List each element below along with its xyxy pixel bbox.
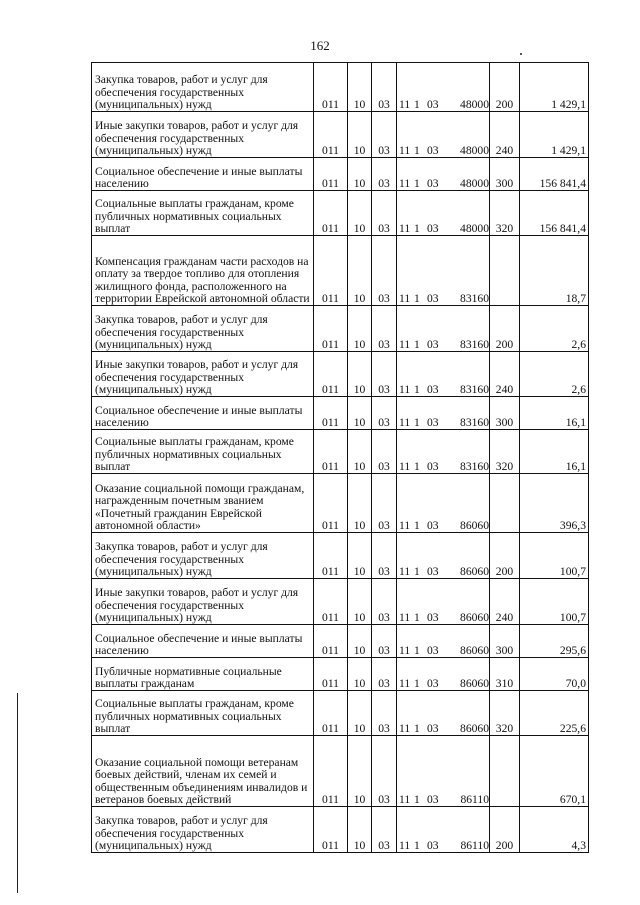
direction-code: 86060 bbox=[460, 564, 489, 578]
margin-pen-line bbox=[17, 693, 18, 893]
amount-cell: 18,7 bbox=[520, 236, 589, 306]
amount-cell: 1 429,1 bbox=[520, 112, 589, 158]
target-article-cell bbox=[397, 191, 490, 236]
event-code: 03 bbox=[427, 643, 439, 657]
subsection-code-cell: 03 bbox=[372, 430, 397, 474]
program-code: 11 bbox=[399, 97, 411, 111]
row-name-cell: Закупка товаров, работ и услуг для обеспечения государственных (муниципальных) нужд bbox=[92, 63, 314, 112]
direction-code: 86060 bbox=[460, 676, 489, 690]
expense-type-cell: 300 bbox=[490, 397, 520, 430]
subsection-code-cell: 03 bbox=[372, 474, 397, 533]
ministry-code-cell: 011 bbox=[314, 191, 348, 236]
subsection-code-cell: 03 bbox=[372, 352, 397, 397]
program-code: 11 bbox=[399, 643, 411, 657]
table-row bbox=[92, 658, 589, 691]
program-code: 11 bbox=[399, 459, 411, 473]
row-name-cell: Иные закупки товаров, работ и услуг для обеспечения государственных (муниципальных) нужд bbox=[92, 579, 314, 625]
subsection-code-cell: 03 bbox=[372, 658, 397, 691]
row-name-cell: Закупка товаров, работ и услуг для обеспечения государственных (муниципальных) нужд bbox=[92, 533, 314, 579]
program-code: 11 bbox=[399, 143, 411, 157]
expense-type-cell: 320 bbox=[490, 191, 520, 236]
ministry-code-cell: 011 bbox=[314, 625, 348, 658]
event-code: 03 bbox=[427, 221, 439, 235]
direction-code: 86060 bbox=[460, 610, 489, 624]
table-row bbox=[92, 736, 589, 807]
page-number: 162 bbox=[310, 38, 330, 53]
direction-code: 86060 bbox=[460, 643, 489, 657]
row-name-cell: Социальное обеспечение и иные выплаты населению bbox=[92, 397, 314, 430]
amount-cell: 4,3 bbox=[520, 807, 589, 853]
event-code: 03 bbox=[427, 97, 439, 111]
expense-type-cell: 300 bbox=[490, 158, 520, 191]
subprogram-code: 1 bbox=[414, 643, 420, 657]
ministry-code-cell: 011 bbox=[314, 306, 348, 352]
section-code-cell: 10 bbox=[348, 63, 372, 112]
event-code: 03 bbox=[427, 792, 439, 806]
subsection-code-cell: 03 bbox=[372, 63, 397, 112]
target-article-cell bbox=[397, 63, 490, 112]
table-row bbox=[92, 63, 589, 112]
target-article-cell bbox=[397, 533, 490, 579]
target-article-cell bbox=[397, 236, 490, 306]
ministry-code-cell: 011 bbox=[314, 397, 348, 430]
ministry-code-cell: 011 bbox=[314, 236, 348, 306]
expense-type-cell: 200 bbox=[490, 63, 520, 112]
expense-type-cell: 200 bbox=[490, 533, 520, 579]
subsection-code-cell: 03 bbox=[372, 236, 397, 306]
subsection-code-cell: 03 bbox=[372, 306, 397, 352]
amount-cell: 100,7 bbox=[520, 579, 589, 625]
direction-code: 83160 bbox=[460, 382, 489, 396]
expense-type-cell: 200 bbox=[490, 807, 520, 853]
direction-code: 86110 bbox=[460, 838, 489, 852]
subprogram-code: 1 bbox=[414, 610, 420, 624]
target-article-cell bbox=[397, 691, 490, 736]
subprogram-code: 1 bbox=[414, 518, 420, 532]
direction-code: 83160 bbox=[460, 415, 489, 429]
row-name-cell: Оказание социальной помощи гражданам, награжденным почетным званием «Почетный гражданин Еврейской автономной области» bbox=[92, 474, 314, 533]
table-row bbox=[92, 112, 589, 158]
direction-code: 83160 bbox=[460, 459, 489, 473]
event-code: 03 bbox=[427, 564, 439, 578]
table-row bbox=[92, 158, 589, 191]
expense-type-cell: 240 bbox=[490, 352, 520, 397]
subprogram-code: 1 bbox=[414, 221, 420, 235]
subsection-code-cell: 03 bbox=[372, 625, 397, 658]
subprogram-code: 1 bbox=[414, 337, 420, 351]
target-article-cell bbox=[397, 397, 490, 430]
direction-code: 48000 bbox=[460, 143, 489, 157]
table-row bbox=[92, 306, 589, 352]
expense-type-cell: 320 bbox=[490, 430, 520, 474]
subprogram-code: 1 bbox=[414, 838, 420, 852]
expense-type-cell: 310 bbox=[490, 658, 520, 691]
program-code: 11 bbox=[399, 792, 411, 806]
ministry-code-cell: 011 bbox=[314, 430, 348, 474]
event-code: 03 bbox=[427, 459, 439, 473]
direction-code: 86060 bbox=[460, 518, 489, 532]
program-code: 11 bbox=[399, 415, 411, 429]
row-name-cell: Социальные выплаты гражданам, кроме публичных нормативных социальных выплат bbox=[92, 191, 314, 236]
section-code-cell: 10 bbox=[348, 691, 372, 736]
event-code: 03 bbox=[427, 337, 439, 351]
ministry-code-cell: 011 bbox=[314, 352, 348, 397]
section-code-cell: 10 bbox=[348, 658, 372, 691]
event-code: 03 bbox=[427, 518, 439, 532]
expense-type-cell bbox=[490, 474, 520, 533]
event-code: 03 bbox=[427, 676, 439, 690]
event-code: 03 bbox=[427, 415, 439, 429]
program-code: 11 bbox=[399, 291, 411, 305]
subprogram-code: 1 bbox=[414, 459, 420, 473]
section-code-cell: 10 bbox=[348, 474, 372, 533]
program-code: 11 bbox=[399, 721, 411, 735]
subsection-code-cell: 03 bbox=[372, 191, 397, 236]
ministry-code-cell: 011 bbox=[314, 474, 348, 533]
expense-type-cell bbox=[490, 736, 520, 807]
amount-cell: 2,6 bbox=[520, 352, 589, 397]
target-article-cell bbox=[397, 352, 490, 397]
amount-cell: 70,0 bbox=[520, 658, 589, 691]
program-code: 11 bbox=[399, 176, 411, 190]
amount-cell: 670,1 bbox=[520, 736, 589, 807]
target-article-cell bbox=[397, 658, 490, 691]
expense-type-cell: 240 bbox=[490, 112, 520, 158]
event-code: 03 bbox=[427, 176, 439, 190]
row-name-cell: Оказание социальной помощи ветеранам боевых действий, членам их семей и общественным объединениям инвалидов и ветеранов боевых действий bbox=[92, 736, 314, 807]
program-code: 11 bbox=[399, 337, 411, 351]
table-row bbox=[92, 191, 589, 236]
section-code-cell: 10 bbox=[348, 579, 372, 625]
table-row bbox=[92, 579, 589, 625]
row-name-cell: Социальное обеспечение и иные выплаты населению bbox=[92, 158, 314, 191]
subprogram-code: 1 bbox=[414, 176, 420, 190]
ministry-code-cell: 011 bbox=[314, 112, 348, 158]
table-body bbox=[92, 63, 589, 853]
table-row bbox=[92, 691, 589, 736]
section-code-cell: 10 bbox=[348, 352, 372, 397]
target-article-cell bbox=[397, 474, 490, 533]
row-name-cell: Социальные выплаты гражданам, кроме публичных нормативных социальных выплат bbox=[92, 691, 314, 736]
section-code-cell: 10 bbox=[348, 397, 372, 430]
section-code-cell: 10 bbox=[348, 191, 372, 236]
ministry-code-cell: 011 bbox=[314, 691, 348, 736]
table-row bbox=[92, 352, 589, 397]
amount-cell: 225,6 bbox=[520, 691, 589, 736]
row-name-cell: Компенсация гражданам части расходов на оплату за твердое топливо для отопления жилищного фонда, расположенного на территории Еврейской автономной области bbox=[92, 236, 314, 306]
event-code: 03 bbox=[427, 291, 439, 305]
subprogram-code: 1 bbox=[414, 143, 420, 157]
scan-artifact-dot bbox=[520, 53, 522, 55]
expense-type-cell: 320 bbox=[490, 691, 520, 736]
event-code: 03 bbox=[427, 838, 439, 852]
direction-code: 48000 bbox=[460, 221, 489, 235]
subprogram-code: 1 bbox=[414, 415, 420, 429]
expense-type-cell bbox=[490, 236, 520, 306]
amount-cell: 16,1 bbox=[520, 430, 589, 474]
section-code-cell: 10 bbox=[348, 306, 372, 352]
ministry-code-cell: 011 bbox=[314, 579, 348, 625]
direction-code: 48000 bbox=[460, 176, 489, 190]
target-article-cell bbox=[397, 430, 490, 474]
direction-code: 48000 bbox=[460, 97, 489, 111]
program-code: 11 bbox=[399, 610, 411, 624]
event-code: 03 bbox=[427, 382, 439, 396]
row-name-cell: Иные закупки товаров, работ и услуг для обеспечения государственных (муниципальных) нужд bbox=[92, 352, 314, 397]
target-article-cell bbox=[397, 625, 490, 658]
ministry-code-cell: 011 bbox=[314, 736, 348, 807]
event-code: 03 bbox=[427, 721, 439, 735]
target-article-cell bbox=[397, 112, 490, 158]
subsection-code-cell: 03 bbox=[372, 397, 397, 430]
table-row bbox=[92, 430, 589, 474]
row-name-cell: Публичные нормативные социальные выплаты гражданам bbox=[92, 658, 314, 691]
program-code: 11 bbox=[399, 564, 411, 578]
subprogram-code: 1 bbox=[414, 291, 420, 305]
event-code: 03 bbox=[427, 610, 439, 624]
budget-table bbox=[91, 62, 589, 853]
ministry-code-cell: 011 bbox=[314, 63, 348, 112]
ministry-code-cell: 011 bbox=[314, 658, 348, 691]
table-row bbox=[92, 397, 589, 430]
amount-cell: 396,3 bbox=[520, 474, 589, 533]
ministry-code-cell: 011 bbox=[314, 807, 348, 853]
program-code: 11 bbox=[399, 838, 411, 852]
subprogram-code: 1 bbox=[414, 97, 420, 111]
row-name-cell: Социальное обеспечение и иные выплаты населению bbox=[92, 625, 314, 658]
amount-cell: 156 841,4 bbox=[520, 158, 589, 191]
program-code: 11 bbox=[399, 221, 411, 235]
direction-code: 86060 bbox=[460, 721, 489, 735]
section-code-cell: 10 bbox=[348, 736, 372, 807]
table-row bbox=[92, 236, 589, 306]
section-code-cell: 10 bbox=[348, 158, 372, 191]
table-row bbox=[92, 533, 589, 579]
target-article-cell bbox=[397, 579, 490, 625]
target-article-cell bbox=[397, 158, 490, 191]
section-code-cell: 10 bbox=[348, 807, 372, 853]
row-name-cell: Иные закупки товаров, работ и услуг для обеспечения государственных (муниципальных) нужд bbox=[92, 112, 314, 158]
section-code-cell: 10 bbox=[348, 430, 372, 474]
subprogram-code: 1 bbox=[414, 676, 420, 690]
row-name-cell: Социальные выплаты гражданам, кроме публичных нормативных социальных выплат bbox=[92, 430, 314, 474]
amount-cell: 2,6 bbox=[520, 306, 589, 352]
table-row bbox=[92, 807, 589, 853]
program-code: 11 bbox=[399, 676, 411, 690]
table-row bbox=[92, 625, 589, 658]
program-code: 11 bbox=[399, 382, 411, 396]
direction-code: 83160 bbox=[460, 337, 489, 351]
amount-cell: 295,6 bbox=[520, 625, 589, 658]
amount-cell: 1 429,1 bbox=[520, 63, 589, 112]
ministry-code-cell: 011 bbox=[314, 533, 348, 579]
section-code-cell: 10 bbox=[348, 236, 372, 306]
amount-cell: 16,1 bbox=[520, 397, 589, 430]
row-name-cell: Закупка товаров, работ и услуг для обеспечения государственных (муниципальных) нужд bbox=[92, 807, 314, 853]
subsection-code-cell: 03 bbox=[372, 158, 397, 191]
direction-code: 86110 bbox=[460, 792, 489, 806]
event-code: 03 bbox=[427, 143, 439, 157]
subsection-code-cell: 03 bbox=[372, 807, 397, 853]
target-article-cell bbox=[397, 306, 490, 352]
subsection-code-cell: 03 bbox=[372, 579, 397, 625]
ministry-code-cell: 011 bbox=[314, 158, 348, 191]
target-article-cell bbox=[397, 736, 490, 807]
program-code: 11 bbox=[399, 518, 411, 532]
amount-cell: 156 841,4 bbox=[520, 191, 589, 236]
direction-code: 83160 bbox=[460, 291, 489, 305]
expense-type-cell: 200 bbox=[490, 306, 520, 352]
table-row bbox=[92, 474, 589, 533]
subsection-code-cell: 03 bbox=[372, 112, 397, 158]
subsection-code-cell: 03 bbox=[372, 736, 397, 807]
subsection-code-cell: 03 bbox=[372, 533, 397, 579]
subprogram-code: 1 bbox=[414, 382, 420, 396]
section-code-cell: 10 bbox=[348, 625, 372, 658]
section-code-cell: 10 bbox=[348, 112, 372, 158]
expense-type-cell: 240 bbox=[490, 579, 520, 625]
expense-type-cell: 300 bbox=[490, 625, 520, 658]
amount-cell: 100,7 bbox=[520, 533, 589, 579]
row-name-cell: Закупка товаров, работ и услуг для обеспечения государственных (муниципальных) нужд bbox=[92, 306, 314, 352]
subprogram-code: 1 bbox=[414, 792, 420, 806]
subprogram-code: 1 bbox=[414, 721, 420, 735]
subprogram-code: 1 bbox=[414, 564, 420, 578]
section-code-cell: 10 bbox=[348, 533, 372, 579]
subsection-code-cell: 03 bbox=[372, 691, 397, 736]
target-article-cell bbox=[397, 807, 490, 853]
